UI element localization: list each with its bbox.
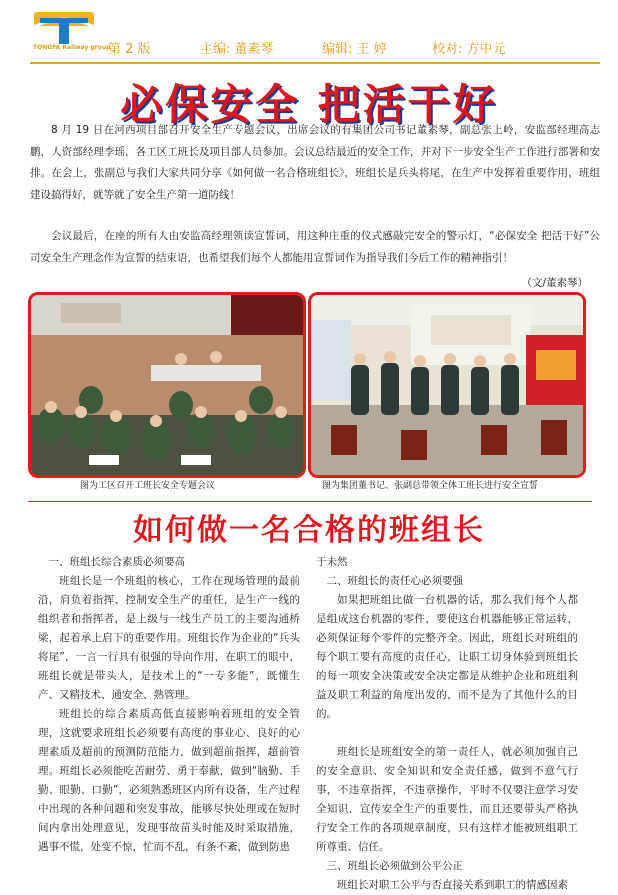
body-paragraph: 班组长是班组安全的第一责任人，就必须加强自己的安全意识、安全知识和安全责任感，做到不意气行事，不违章指挥，不违章操作，平时不仅要注意学习安全知识，宣传安全生产的重要性，而且还要带头严格执行安全工作的各项规章制度，只有这样才能被班组职工所尊重、信任。	[316, 746, 578, 853]
article1-title: 必保安全 把活干好	[120, 80, 498, 129]
meeting-photo-icon	[31, 295, 303, 475]
section-divider	[28, 501, 592, 502]
article1-paragraph-1: 8 月 19 日在河西项目部召开安全生产专题会议，出席会议的有集团公司书记董素琴，副总张上岭，安监部经理高志鹏，人资部经理李瑶，各工区工班长及项目部人员参加。会议总结最近的安全工作，并对下一步安全生产工作进行部署和安排。在会上，张副总与我们大家共同分享《如何做一名合格班组长》，班组长是兵头将尾，在生产中发挥着重要作用，班组建设搞得好，就等就了安全生产第一道防线！	[30, 124, 600, 201]
page-header	[0, 0, 618, 64]
oath-photo	[308, 292, 586, 478]
oath-photo-caption: 图为集团董书记、张副总带领全体工班长进行安全宣誓	[322, 481, 539, 491]
meeting-photo-caption: 图为工区召开工班长安全专题会议	[80, 481, 216, 491]
paragraph-spacer	[316, 724, 578, 743]
section-heading: 一、班组长综合素质必须要高	[48, 556, 185, 568]
meeting-photo	[28, 292, 306, 478]
article1-byline: （文/董素琴）	[521, 277, 588, 289]
body-paragraph: 于未然	[316, 556, 348, 568]
body-paragraph: 班组长对职工公平与否直接关系到职工的情感因素	[337, 879, 568, 891]
header-rule	[30, 62, 600, 64]
tongfa-logo-icon	[32, 10, 96, 48]
body-paragraph: 如果把班组比做一台机器的话，那么我们每个人都是组成这台机器的零件，要使这台机器能够正常运转，必须保证每个零件的完整齐全。因此，班组长对班组的每个职工要有高度的责任心，让职工切身体验到班组长的每一项安全决策或安全决定都是从维护企业和班组利益及职工利益的角度出发的，而不是为了其他什么的目的。	[316, 594, 578, 720]
article2-right-column	[316, 553, 578, 895]
logo-text: TONGFA Railway group	[33, 44, 111, 51]
body-paragraph: 班组长是一个班组的核心，工作在现场管理的最前沿，肩负着指挥、控制安全生产的重任，是生产一线的组织者和指挥者，是上级与一线生产员工的主要沟通桥梁，起着承上启下的重要作用。班组长作为企业的“兵头将尾”，一言一行具有很强的导向作用，在职工的眼中，班组长就是带头人，是技术上的“一专多能”，既懂生产、又精技术、通安全、熟管理。	[38, 575, 300, 701]
editor-label: 编辑: 王 婷	[322, 42, 387, 57]
section-heading: 三、班组长必须做到公平公正	[326, 860, 463, 872]
section-heading: 二、班组长的责任心必须要强	[326, 575, 463, 587]
article2-title: 如何做一名合格的班组长	[133, 513, 485, 548]
chief-editor-label: 主编: 董素琴	[200, 42, 274, 57]
edition-label: 第 2 版	[108, 42, 151, 57]
article1-paragraph-2: 会议最后，在座的所有人由安监高经理领读宣誓词，用这种庄重的仪式感敲完安全的警示灯，“必保安全 把活干好”公司安全生产理念作为宣誓的结束语，也希望我们每个人都能用宣誓词作为指导我们今后工作的精神指引！	[30, 230, 600, 264]
body-paragraph: 班组长的综合素质高低直接影响着班组的安全管理，这就要求班组长必须要有高度的事业心、良好的心理素质及超前的预测防范能力，做到超前指挥，超前管理。班组长必须能吃苦耐劳、勇于奉献，做到“脑勤、手勤、眼勤、口勤”，必须熟悉班区内所有设备，生产过程中出现的各种问题和突发事故，能够尽快处理或在短时间内拿出处理意见，发现事故苗头时能及时采取措施，遇事不慌，处变不惊，忙而不乱，有条不紊，做到防患	[38, 708, 300, 853]
oath-photo-icon	[311, 295, 583, 475]
proofreader-label: 校对: 方中元	[432, 42, 506, 57]
article2-left-column	[38, 553, 300, 857]
